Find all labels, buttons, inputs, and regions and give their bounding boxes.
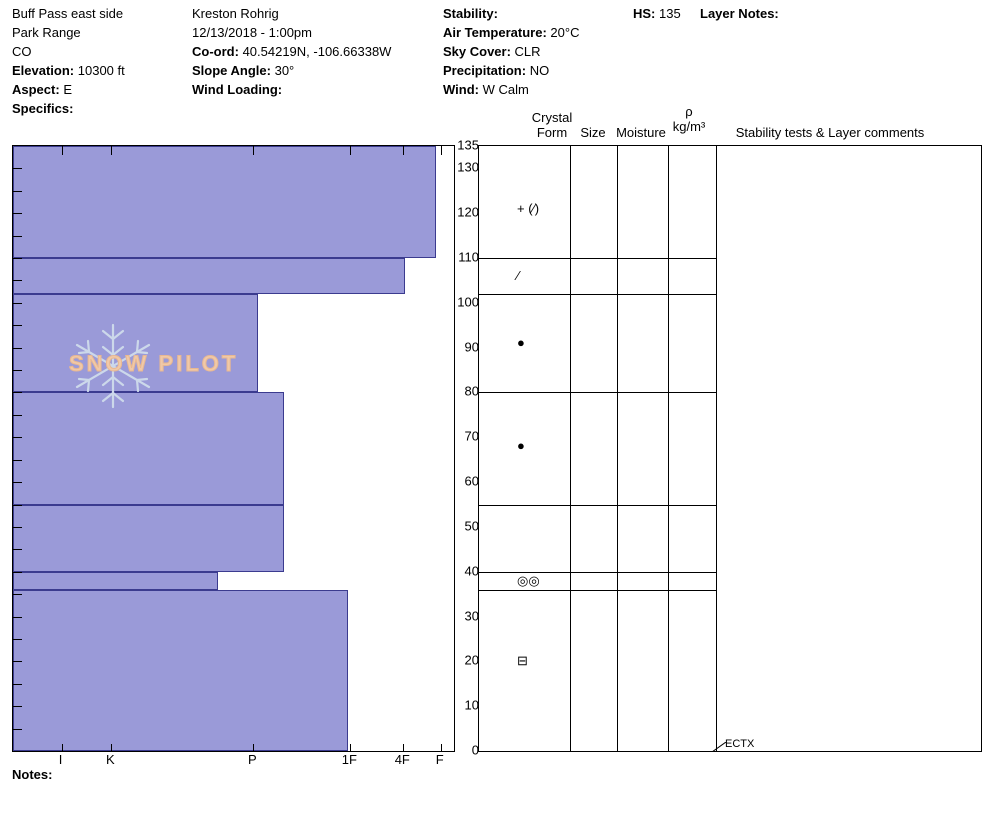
- hardness-tick: [441, 744, 442, 751]
- column-header-stability: Stability tests & Layer comments: [735, 125, 925, 140]
- column-header-size: Size: [580, 125, 606, 140]
- hardness-label: 4F: [394, 752, 410, 767]
- layer-data-table: [478, 145, 982, 752]
- hardness-tick-top: [403, 146, 404, 155]
- layer-bar: [13, 392, 284, 504]
- layer-bar: [13, 294, 258, 393]
- stability-row: [443, 4, 633, 23]
- height-tick: [13, 617, 22, 618]
- hardness-label: F: [435, 752, 444, 767]
- height-label: 120: [457, 204, 479, 220]
- height-tick: [13, 370, 22, 371]
- sky-cover-row: [443, 42, 633, 61]
- height-tick: [13, 303, 22, 304]
- hardness-profile-plot: [12, 145, 455, 752]
- site-name: Buff Pass east side: [12, 6, 124, 21]
- height-tick: [13, 460, 22, 461]
- table-divider-density-stability: [716, 146, 717, 751]
- notes-label: Notes:: [12, 767, 53, 782]
- height-tick: [13, 482, 22, 483]
- wind-value: W Calm: [482, 82, 529, 97]
- profile-header: [0, 0, 994, 116]
- wind-label: Wind:: [443, 82, 479, 97]
- table-row-divider: [479, 590, 716, 591]
- hardness-tick-top: [111, 146, 112, 155]
- height-tick: [13, 258, 22, 259]
- precipitation-row: [443, 61, 633, 80]
- elevation-row: [12, 61, 187, 80]
- precipitation-label: Precipitation:: [443, 63, 527, 78]
- height-tick: [13, 236, 22, 237]
- form-word: Form: [536, 125, 568, 140]
- height-label: 10: [464, 697, 479, 713]
- height-tick: [13, 572, 22, 573]
- hardness-label: 1F: [341, 752, 357, 767]
- air-temperature-label: Air Temperature:: [443, 25, 547, 40]
- height-tick: [13, 213, 22, 214]
- height-tick: [13, 325, 22, 326]
- height-label: 30: [464, 608, 479, 624]
- height-label: 110: [458, 249, 479, 265]
- layer-bar: [13, 590, 348, 751]
- height-label: 100: [457, 294, 479, 310]
- table-row-divider: [479, 392, 716, 393]
- slope-angle-label: Slope Angle:: [192, 63, 271, 78]
- hardness-tick: [111, 744, 112, 751]
- watermark-text: SNOW PILOT: [69, 351, 239, 376]
- state: CO: [12, 44, 32, 59]
- grain-form-symbol: ●: [517, 335, 525, 351]
- hardness-tick: [62, 744, 63, 751]
- hardness-tick: [403, 744, 404, 751]
- layer-bar: [13, 146, 436, 258]
- aspect-label: Aspect:: [12, 82, 60, 97]
- slope-angle-row: [192, 61, 437, 80]
- table-divider-size-moisture: [617, 146, 618, 751]
- table-row-divider: [479, 258, 716, 259]
- coordinates-value: 40.54219N, -106.66338W: [242, 44, 392, 59]
- height-tick: [13, 706, 22, 707]
- table-divider-form-size: [570, 146, 571, 751]
- header-layer-notes-column: [700, 4, 980, 23]
- table-row-divider: [479, 294, 716, 295]
- hardness-tick: [350, 744, 351, 751]
- slope-angle-value: 30°: [274, 63, 295, 78]
- observation-datetime: 12/13/2018 - 1:00pm: [192, 25, 312, 40]
- precipitation-value: NO: [529, 63, 550, 78]
- elevation-label: Elevation:: [12, 63, 75, 78]
- grain-form-symbol: ●: [517, 438, 525, 454]
- height-tick: [13, 348, 22, 349]
- layer-bar: [13, 505, 284, 572]
- grain-form-symbol: ◎◎: [517, 572, 540, 588]
- header-observer-column: [192, 4, 437, 99]
- layer-notes-label: Layer Notes:: [700, 6, 779, 21]
- wind-loading-row: [192, 80, 437, 99]
- table-divider-moisture-density: [668, 146, 669, 751]
- hardness-tick-top: [350, 146, 351, 155]
- hardness-axis-labels: [12, 752, 455, 770]
- height-label: 60: [464, 473, 479, 489]
- crystal-word: Crystal: [531, 110, 573, 125]
- height-tick: [13, 594, 22, 595]
- height-label: 40: [464, 563, 479, 579]
- air-temperature-value: 20°C: [550, 25, 580, 40]
- height-tick: [13, 549, 22, 550]
- density-units: kg/m³: [672, 119, 706, 134]
- height-tick: [13, 505, 22, 506]
- aspect-value: E: [63, 82, 72, 97]
- column-header-moisture: Moisture: [616, 125, 666, 140]
- hardness-tick-top: [253, 146, 254, 155]
- specifics-label: Specifics:: [12, 101, 74, 116]
- layer-bar: [13, 258, 405, 294]
- height-label: 80: [464, 383, 479, 399]
- height-label: 20: [464, 652, 479, 668]
- hs-value: 135: [659, 6, 681, 21]
- hardness-label: P: [248, 752, 257, 767]
- height-tick: [13, 168, 22, 169]
- height-tick: [13, 661, 22, 662]
- header-weather-column: [443, 4, 633, 99]
- height-tick: [13, 392, 22, 393]
- density-symbol: ρ: [685, 104, 693, 119]
- height-tick: [13, 527, 22, 528]
- layer-notes-row: [700, 4, 980, 23]
- height-tick: [13, 437, 22, 438]
- wind-row: [443, 80, 633, 99]
- specifics-row: [12, 99, 187, 118]
- height-tick: [13, 729, 22, 730]
- coordinates-label: Co-ord:: [192, 44, 239, 59]
- layer-bar: [13, 572, 218, 590]
- ectx-leader-line: [712, 740, 726, 750]
- height-tick: [13, 191, 22, 192]
- stability-label: Stability:: [443, 6, 498, 21]
- hardness-label: K: [105, 752, 115, 767]
- height-tick: [13, 684, 22, 685]
- aspect-row: [12, 80, 187, 99]
- sky-cover-label: Sky Cover:: [443, 44, 511, 59]
- table-row-divider: [479, 505, 716, 506]
- hardness-tick-top: [441, 146, 442, 155]
- height-label: 130: [457, 159, 479, 175]
- hardness-tick: [253, 744, 254, 751]
- grain-form-symbol: ⁄: [517, 267, 520, 283]
- stability-test-ectx: ECTX: [725, 738, 755, 750]
- coordinates-row: [192, 42, 437, 61]
- height-label: 90: [464, 339, 479, 355]
- height-tick: [13, 280, 22, 281]
- height-label: 50: [464, 518, 479, 534]
- height-axis-labels: [455, 137, 479, 758]
- height-tick: [13, 639, 22, 640]
- grain-form-symbol: + (⁄): [517, 200, 540, 216]
- sky-cover-value: CLR: [514, 44, 541, 59]
- hardness-label: I: [58, 752, 63, 767]
- height-label: 135: [457, 137, 479, 153]
- table-row-divider: [479, 572, 716, 573]
- height-label: 0: [471, 742, 479, 758]
- hs-label: HS:: [633, 6, 656, 21]
- air-temperature-row: [443, 23, 633, 42]
- mountain-range: Park Range: [12, 25, 81, 40]
- height-tick: [13, 415, 22, 416]
- height-label: 70: [464, 428, 479, 444]
- elevation-value: 10300 ft: [77, 63, 125, 78]
- hardness-tick-top: [62, 146, 63, 155]
- grain-form-symbol: ⊟: [517, 653, 528, 669]
- observer-name: Kreston Rohrig: [192, 6, 279, 21]
- header-location-column: [12, 4, 187, 118]
- wind-loading-label: Wind Loading:: [192, 82, 283, 97]
